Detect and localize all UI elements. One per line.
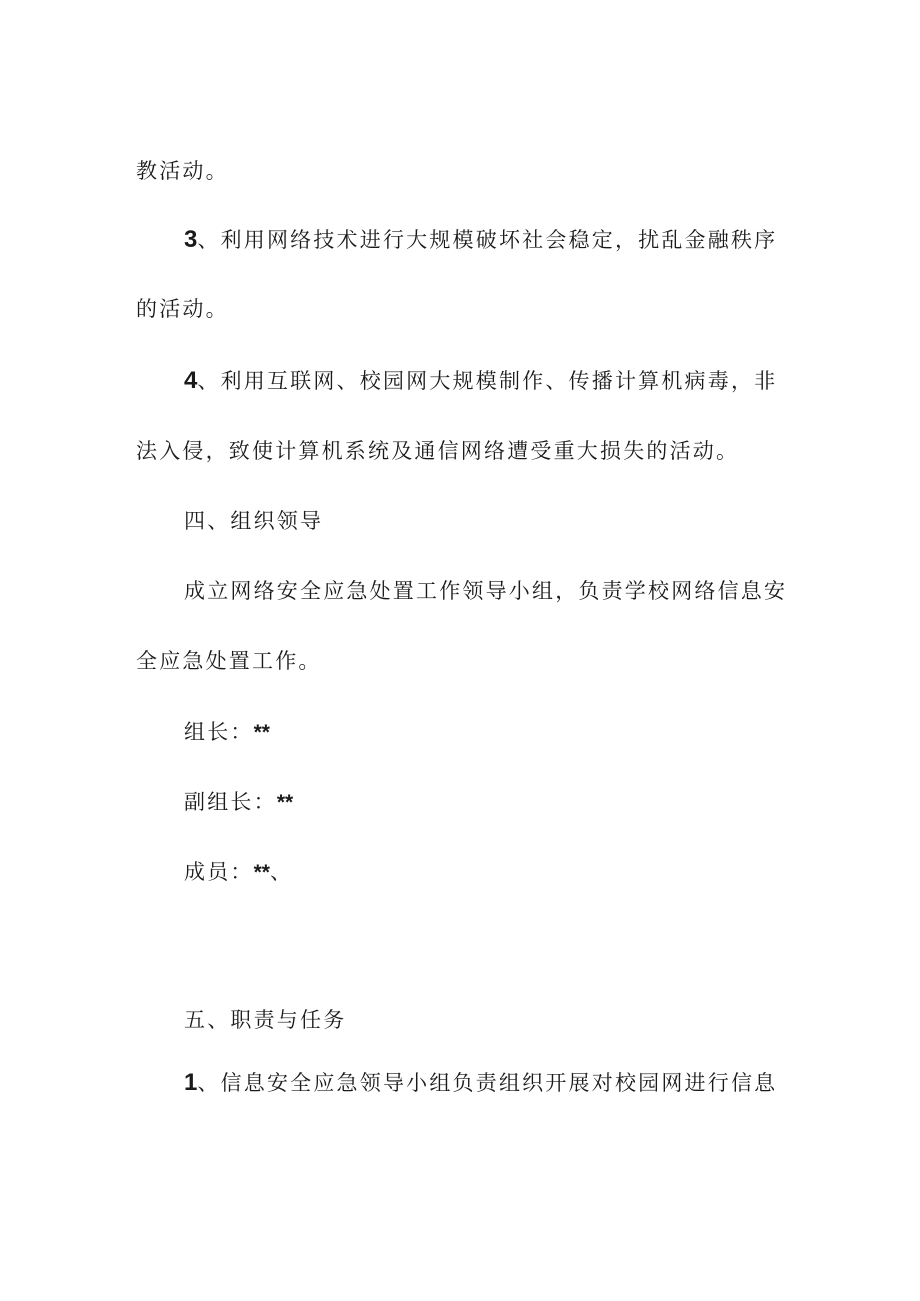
heading-text: 四、组织领导 [184,509,324,533]
paragraph-continuation [136,646,322,676]
deputy-leader-line [184,787,293,818]
role-value: ** [253,861,270,884]
list-item-4 [184,366,777,396]
list-item-4-continuation [136,436,739,466]
role-label: 组长： [184,720,254,744]
section-heading-4 [184,506,323,536]
section-heading-5 [184,1005,346,1035]
paragraph [184,576,787,606]
list-item-text: 法入侵，致使计算机系统及通信网络遭受重大损失的活动。 [136,439,740,463]
members-line [184,857,293,888]
list-number: 4 [184,367,198,394]
heading-text: 五、职责与任务 [184,1008,347,1032]
list-item-1 [184,1068,777,1098]
list-item-text: 、利用互联网、校园网大规模制作、传播计算机病毒，非 [197,369,778,393]
list-item-3-continuation [136,294,229,324]
list-number: 3 [184,226,198,253]
list-number: 1 [184,1069,198,1096]
list-item-text: 的活动。 [136,297,229,321]
list-item-text: 、信息安全应急领导小组负责组织开展对校园网进行信息 [197,1071,778,1095]
role-suffix: 、 [269,860,294,884]
paragraph-text: 教活动。 [136,159,229,183]
paragraph-continuation [136,156,229,186]
list-item-text: 、利用网络技术进行大规模破坏社会稳定，扰乱金融秩序 [197,228,778,252]
leader-line [184,717,270,748]
role-value: ** [253,721,270,744]
paragraph-text: 成立网络安全应急处置工作领导小组，负责学校网络信息安 [184,579,788,603]
role-value: ** [276,791,294,814]
role-label: 副组长： [184,790,277,814]
paragraph-text: 全应急处置工作。 [136,649,322,673]
role-label: 成员： [184,860,254,884]
list-item-3 [184,225,777,255]
